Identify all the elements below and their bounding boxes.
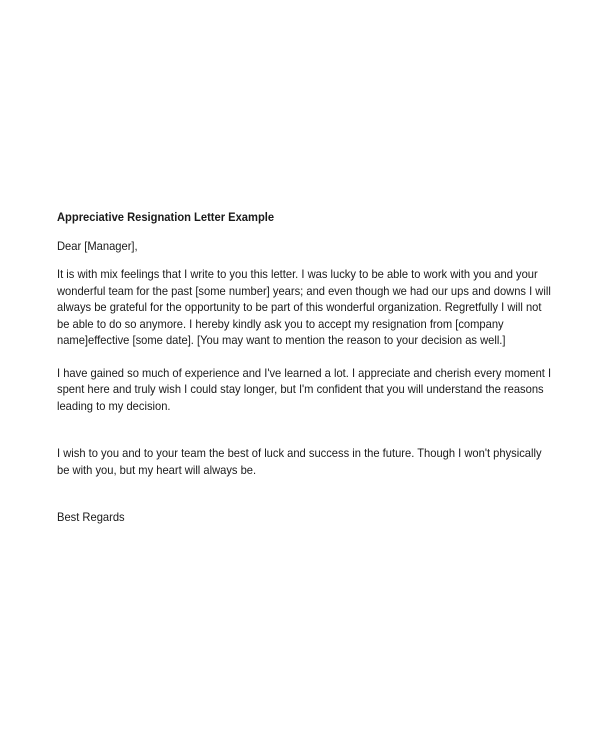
letter-body	[57, 209, 552, 526]
letter-paragraph-3: I wish to you and to your team the best of luck and success in the future. Though I won't physically be with you, but my heart will always be.	[57, 446, 542, 477]
letter-paragraph-1: It is with mix feelings that I write to you this letter. I was lucky to be able to work with you and your wonderful team for the past [some number] years; and even though we had our ups and downs I will always be grateful for the opportunity to be part of this wonderful organization. Regretfully I will not be able to do so anymore. I hereby kindly ask you to accept my resignation from [company name]effective [some date]. [You may want to mention the reason to your decision as well.]	[57, 267, 551, 347]
letter-title: Appreciative Resignation Letter Example	[57, 210, 275, 224]
letter-closing: Best Regards	[57, 510, 125, 524]
letter-salutation: Dear [Manager],	[57, 238, 138, 253]
letter-paragraph-2: I have gained so much of experience and I've learned a lot. I appreciate and cherish every moment I spent here and truly wish I could stay longer, but I'm confident that you will understand the reasons leading to my decision.	[57, 365, 552, 413]
